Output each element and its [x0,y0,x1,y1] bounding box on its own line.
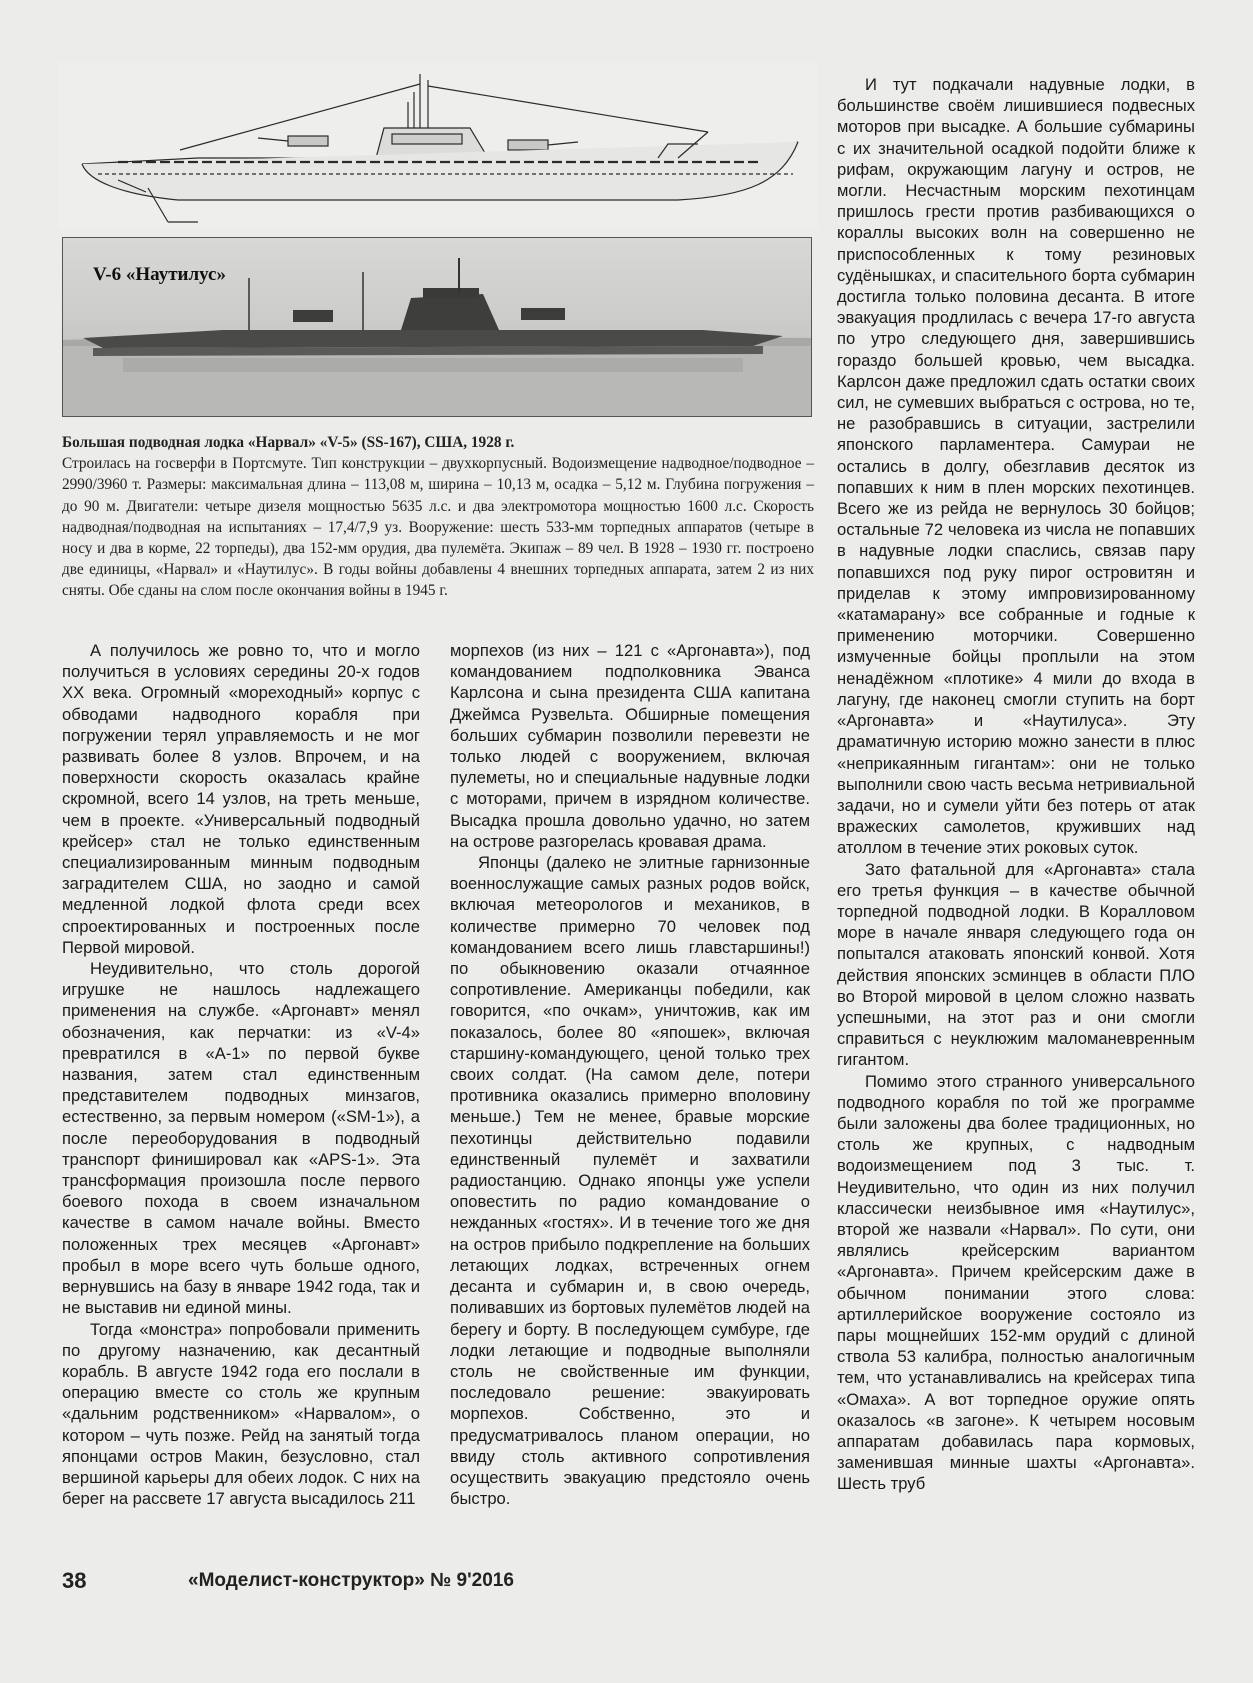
caption-text: Строилась на госверфи в Портсмуте. Тип конструкции – двухкорпусный. Водоизмещение надводное/подводное – 2990/3960 т. Размеры: максимальная длина – 113,08 м, ширина – 10,13 м, осадка – 5,12 м. Глубина погружения – до 90 м. Двигатели: четыре дизеля мощностью 5635 л.с. и два электромотора мощностью 1600 л.с. Скорость надводная/подводная на испытаниях – 17,4/7,9 уз. Вооружение: шесть 533-мм торпедных аппаратов (четыре в носу и два в корме, 22 торпеды), два 152-мм орудия, два пулемёта. Экипаж – 89 чел. В 1928 – 1930 гг. построено две единицы, «Нарвал» и «Наутилус». В годы войны добавлены 4 внешних торпедных аппарата, затем 2 из них сняты. Обе сданы на слом после окончания войны в 1945 г. [62,455,814,600]
figure-caption [62,432,814,602]
magazine-title: «Моделист-конструктор» № 9'2016 [188,1570,514,1591]
submarine-side-drawing [58,62,818,230]
paragraph: А получилось же ровно то, что и могло получиться в условиях середины 20-х годов XX века. Огромный «мореходный» корпус с обводами надводного корабля при погружении терял управляемость и не мог развивать более 8 узлов. Впрочем, и на поверхности скорость оказалась крайне скромной, всего 14 узлов, на треть меньше, чем в проекте. «Универсальный подводный крейсер» стал не только единственным специализированным минным подводным заградителем США, но заодно и самой медленной лодкой флота среди всех спроектированных и построенных после Первой мировой. [62,641,420,957]
paragraph: И тут подкачали надувные лодки, в большинстве своём лишившиеся подвесных моторов при высадке. А большие субмарины с их значительной осадкой подойти ближе к рифам, окружающим лагуну и остров, не могли. Несчастным морским пехотинцам пришлось грести против разбивающихся о кораллы высоких волн на совершенно не приспособленных к тому резиновых судёнышках, и спасительного борта субмарин достигла только половина десанта. В итоге эвакуация продлилась с вечера 17-го августа по утро следующего дня, завершившись гораздо большей кровью, чем высадка. Карлсон даже предложил сдать остатки своих сил, не сумевших выбраться с острова, но те, не разобравшись в ситуации, застрелили японского парламентера. Самураи не остались в долгу, обезглавив десяток из попавших к ним в плен морских пехотинцев. Всего же из рейда не вернулось 30 бойцов; остальные 72 человека из числа не попавших в надувные лодки спаслись, связав пару попавшихся под руку пирог островитян и приделав к этому импровизированному «катамарану» все собранные и годные к применению моторчики. Совершенно измученные бойцы проплыли на этом ненадёжном «плотике» 4 мили до входа в лагуну, где наконец смогли ступить на борт «Аргонавта» и «Наутилуса». Эту драматичную историю можно занести в плюс «неприкаянным гигантам»: они не только выполнили свою часть весьма нетривиальной задачи, но и сумели уйти без потерь от атак вражеских самолетов, круживших над атоллом в течение этих роковых суток. [837,75,1195,858]
column-1 [62,640,420,1509]
caption-title: Большая подводная лодка «Нарвал» «V-5» (SS-167), США, 1928 г. [62,434,515,451]
column-2 [450,640,810,1509]
column-3 [837,74,1195,1495]
paragraph: морпехов (из них – 121 с «Аргонавта»), под командованием подполковника Эванса Карлсона и сына президента США капитана Джеймса Рузвельта. Обширные помещения больших субмарин позволили перевезти не только людей с вооружением, включая пулеметы, но и специальные надувные лодки с моторами, причем в изрядном количестве. Высадка прошла довольно удачно, но затем на острове разгорелась кровавая драма. [450,641,810,851]
paragraph: Помимо этого странного универсального подводного корабля по той же программе были заложены два более традиционных, но столь же крупных, с надводным водоизмещением под 3 тыс. т. Неудивительно, что один из них получил классически неизбывное имя «Наутилус», второй же назвали «Нарвал». По сути, они являлись крейсерским вариантом «Аргонавта». Причем крейсерским даже в обычном понимании этого слова: артиллерийское вооружение состояло из пары мощнейших 152-мм орудий с длиной ствола 53 калибра, полностью аналогичным тем, что устанавливались на крейсерах типа «Омаха». А вот торпедное оружие опять оказалось «в загоне». К четырем носовым аппаратам добавилась пара кормовых, заменившая минные шахты «Аргонавта». Шесть труб [837,1071,1195,1494]
paragraph: Японцы (далеко не элитные гарнизонные военнослужащие самых разных родов войск, включая метеорологов и механиков, в количестве примерно 70 человек под командованием всего лишь главстаршины!) по обыкновению оказали отчаянное сопротивление. Американцы победили, как говорится, «по очкам», уничтожив, как им показалось, более 80 «япошек», включая старшину-командующего, ценой только трех своих солдат. (На самом деле, потери противника оказались примерно вполовину меньше.) Тем не менее, бравые морские пехотинцы действительно подавили единственный пулемёт и захватили радиостанцию. Однако японцы уже успели оповестить по радио командование о нежданных «гостях». И в течение того же дня на остров прибыло подкрепление на больших летающих лодках, встреченных огнем десанта и субмарин и, в свою очередь, поливавших из бортовых пулемётов людей на берегу и борту. В последующем сумбуре, где лодки летающие и подводные выполняли столь не свойственные им функции, последовало решение: эвакуировать морпехов. Собственно, это и предусматривалось планом операции, но ввиду столь активного сопротивления осуществить эвакуацию предстояло очень быстро. [450,853,810,1509]
page-number: 38 [62,1568,87,1593]
paragraph: Неудивительно, что столь дорогой игрушке не нашлось надлежащего применения на службе. «Аргонавт» менял обозначения, как перчатки: из «V-4» превратился в «А-1» по первой букве названия, затем стал единственным представителем подводных минзагов, естественно, за первым номером («SM-1»), а после переоборудования в подводный транспорт финишировал как «APS-1». Эта трансформация произошла после первого боевого похода в своем изначальном качестве в самом начале войны. Вместо положенных трех месяцев «Аргонавт» пробыл в море всего чуть больше одного, вернувшись на базу в январе 1942 года, так и не выставив ни единой мины. [62,959,420,1318]
submarine-photo [62,237,812,417]
paragraph: Зато фатальной для «Аргонавта» стала его третья функция – в качестве обычной торпедной подводной лодки. В Коралловом море в начале января следующего года он попытался атаковать японский конвой. Хотя действия японских эсминцев в области ПЛО во Второй мировой в целом сложно назвать успешными, на этот раз и они смогли справиться с неуклюжим маломаневренным гигантом. [837,859,1195,1070]
paragraph: Тогда «монстра» попробовали применить по другому назначению, как десантный корабль. В августе 1942 года его послали в операцию вместе со столь же крупным «дальним родственником» «Нарвалом», о котором – чуть позже. Рейд на занятый тогда японцами остров Макин, безусловно, стал вершиной карьеры для обеих лодок. С них на берег на рассвете 17 августа высадилось 211 [62,1319,420,1509]
photo-label: V-6 «Наутилус» [93,264,226,285]
